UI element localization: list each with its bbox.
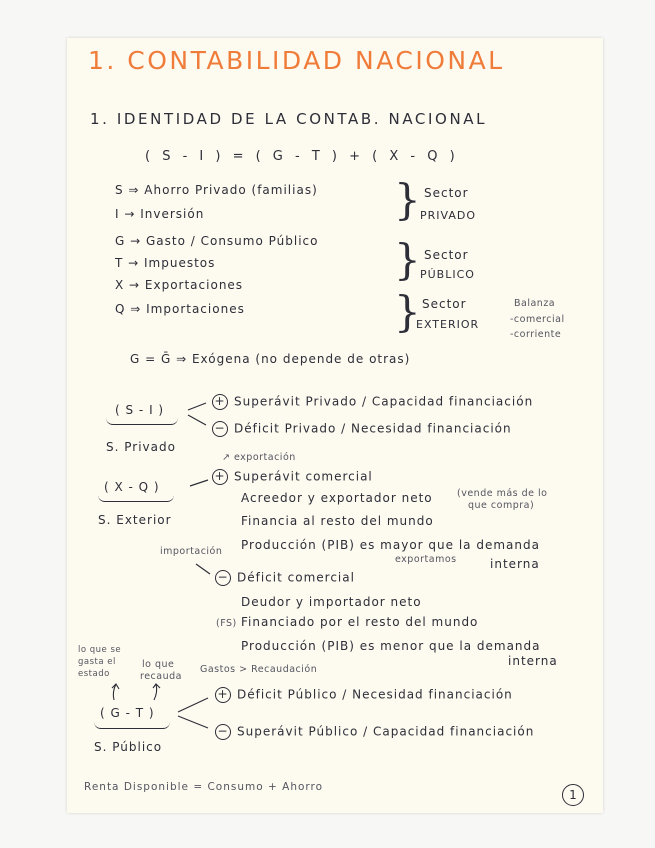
public-deficit — [215, 687, 513, 703]
sector-exterior-line1: Sector — [422, 297, 467, 311]
public-note-left2: gasta el — [78, 657, 116, 667]
balanza-comercial: -comercial — [510, 314, 565, 325]
exterior-expression: ( X - Q ) — [104, 480, 160, 494]
export-note-text: exportación — [233, 452, 296, 463]
balanza-corriente: -corriente — [510, 329, 562, 340]
exogenous-note: G = Ḡ ⇒ Exógena (no depende de otras) — [130, 352, 411, 366]
private-underbrace — [106, 418, 178, 425]
exterior-side-note1: (vende más de lo — [457, 488, 548, 499]
identity-equation: ( S - I ) = ( G - T ) + ( X - Q ) — [145, 149, 459, 164]
exterior-deficit-line3-end: interna — [508, 654, 558, 668]
page-title: 1. CONTABILIDAD NACIONAL — [88, 46, 505, 75]
plus-icon: + — [212, 394, 228, 410]
exterior-import-note: importación — [160, 546, 223, 557]
public-note-right1: lo que — [142, 659, 175, 670]
private-expression: ( S - I ) — [115, 403, 165, 417]
sector-public-line1: Sector — [424, 248, 469, 262]
private-surplus — [212, 394, 533, 410]
minus-icon: − — [212, 421, 228, 437]
public-note-arrows — [100, 682, 170, 702]
exterior-deficit — [215, 570, 355, 586]
brace-private: } — [394, 175, 421, 224]
balanza-label: Balanza — [514, 298, 556, 309]
exterior-surplus-line3-end: interna — [490, 557, 540, 571]
public-branch-lines — [178, 694, 218, 734]
exterior-surplus-line2: Financia al resto del mundo — [241, 514, 434, 528]
section-heading: 1. IDENTIDAD DE LA CONTAB. NACIONAL — [90, 110, 488, 128]
definition-x: X → Exportaciones — [115, 278, 244, 292]
exterior-surplus-note: exportamos — [395, 554, 457, 565]
exterior-label: S. Exterior — [98, 513, 172, 527]
footer-note: Renta Disponible = Consumo + Ahorro — [84, 781, 324, 793]
public-label: S. Público — [94, 740, 163, 754]
public-expression: ( G - T ) — [100, 706, 155, 720]
exterior-surplus-line3: Producción (PIB) es mayor que la demanda — [241, 538, 540, 552]
sector-public-line2: PÚBLICO — [420, 268, 475, 281]
definition-g: G → Gasto / Consumo Público — [115, 234, 319, 248]
public-note-left1: lo que se — [78, 645, 122, 655]
public-gastos-note: Gastos > Recaudación — [200, 664, 318, 675]
private-deficit — [212, 421, 512, 437]
exterior-deficit-title: Déficit comercial — [237, 570, 355, 585]
minus-icon: − — [215, 570, 231, 586]
public-underbrace — [94, 722, 170, 729]
public-deficit-text: Déficit Público / Necesidad financiación — [237, 687, 513, 702]
definition-q: Q ⇒ Importaciones — [115, 302, 245, 316]
sector-private-line2: PRIVADO — [420, 209, 476, 222]
exterior-deficit-line3: Producción (PIB) es menor que la demanda — [241, 639, 541, 653]
public-surplus — [215, 724, 534, 740]
definition-s: S ⇒ Ahorro Privado (familias) — [115, 183, 318, 197]
exterior-surplus-title: Superávit comercial — [234, 469, 373, 484]
exterior-underbrace — [98, 495, 174, 502]
private-label: S. Privado — [106, 440, 176, 454]
exterior-deficit-line1: Deudor y importador neto — [241, 595, 422, 609]
exterior-surplus-line1: Acreedor y exportador neto — [241, 491, 433, 505]
public-note-left3: estado — [78, 669, 110, 679]
exterior-deficit-line2: Financiado por el resto del mundo — [241, 615, 479, 629]
sector-private-line1: Sector — [424, 186, 469, 200]
sector-exterior-line2: EXTERIOR — [416, 318, 480, 331]
exterior-side-note2: que compra) — [468, 500, 535, 511]
plus-icon: + — [212, 469, 228, 485]
public-surplus-text: Superávit Público / Capacidad financiación — [237, 724, 535, 739]
definition-t: T → Impuestos — [115, 256, 216, 270]
public-note-right2: recauda — [140, 671, 182, 682]
definition-i: I → Inversión — [115, 207, 205, 221]
exterior-export-note: ↗ exportación — [222, 452, 296, 463]
private-surplus-text: Superávit Privado / Capacidad financiación — [234, 394, 534, 409]
private-deficit-text: Déficit Privado / Necesidad financiación — [234, 421, 512, 436]
exterior-surplus — [212, 469, 373, 485]
exterior-deficit-prefix: (FS) — [216, 618, 237, 629]
minus-icon: − — [215, 724, 231, 740]
plus-icon: + — [215, 687, 231, 703]
brace-public: } — [394, 235, 421, 284]
brace-exterior: } — [394, 287, 421, 336]
page-number: 1 — [562, 784, 584, 806]
